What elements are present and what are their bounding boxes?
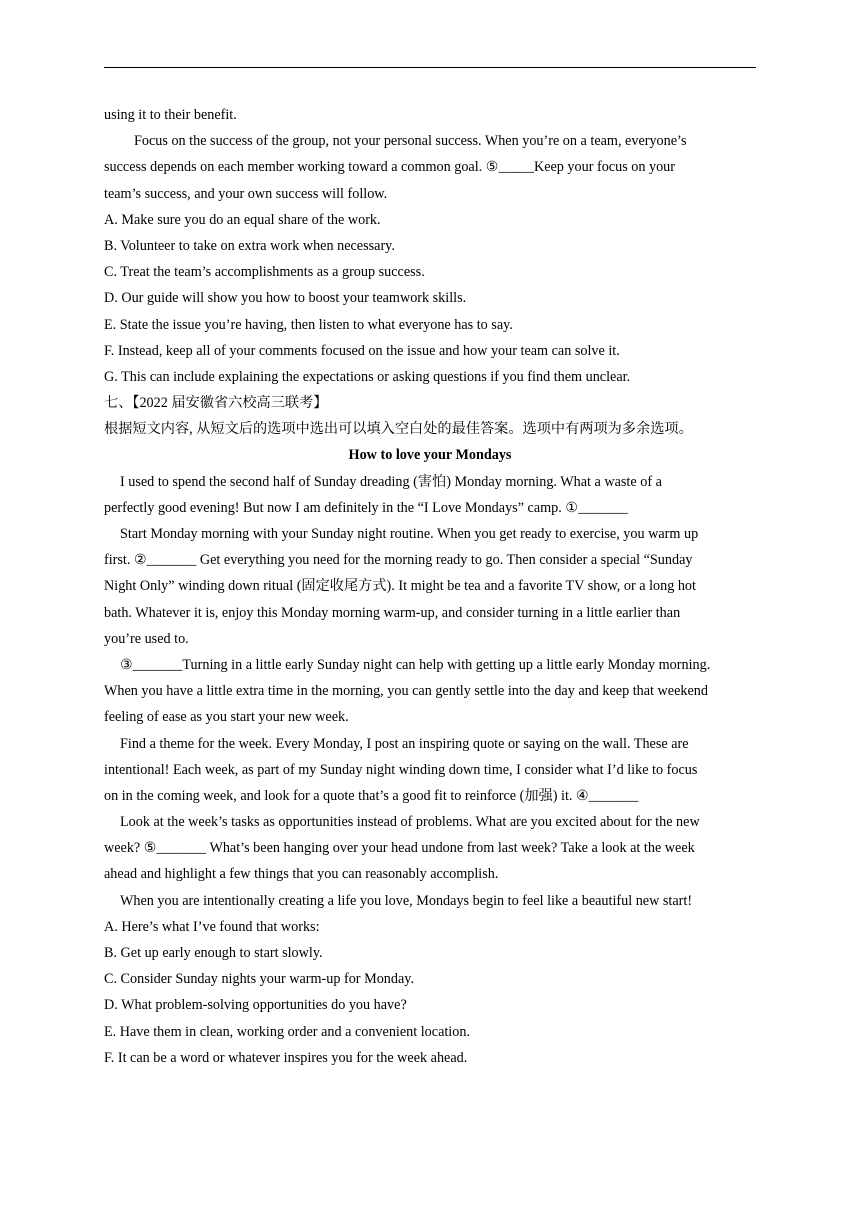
header-rule bbox=[104, 67, 756, 68]
paragraph-line: success depends on each member working toward a common goal. ⑤_____Keep your focus on your bbox=[104, 159, 676, 176]
paragraph-line: perfectly good evening! But now I am definitely in the “I Love Mondays” camp. ①_______ bbox=[104, 499, 628, 516]
option-b: B. Get up early enough to start slowly. bbox=[104, 945, 323, 961]
paragraph-line: bath. Whatever it is, enjoy this Monday morning warm-up, and consider turning in a little earlier than bbox=[104, 604, 681, 621]
option-b: B. Volunteer to take on extra work when necessary. bbox=[104, 237, 395, 254]
option-g: G. This can include explaining the expectations or asking questions if you find them unclear. bbox=[104, 368, 631, 385]
document-page bbox=[104, 102, 756, 1071]
option-e: E. Have them in clean, working order and a convenient location. bbox=[104, 1023, 470, 1040]
paragraph-line: feeling of ease as you start your new week. bbox=[104, 709, 349, 726]
option-a: A. Here’s what I’ve found that works: bbox=[104, 918, 320, 935]
paragraph-line: I used to spend the second half of Sunday dreading (害怕) Monday morning. What a waste of a bbox=[120, 473, 662, 490]
paragraph-line: Start Monday morning with your Sunday night routine. When you get ready to exercise, you warm up bbox=[120, 526, 699, 542]
paragraph-line: Focus on the success of the group, not your personal success. When you’re on a team, everyone’s bbox=[134, 133, 687, 150]
option-f: F. It can be a word or whatever inspires you for the week ahead. bbox=[104, 1049, 468, 1066]
paragraph-line: intentional! Each week, as part of my Sunday night winding down time, I consider what I’d like to focus bbox=[104, 761, 698, 778]
paragraph-line: using it to their benefit. bbox=[104, 107, 237, 123]
instructions: 根据短文内容, 从短文后的选项中选出可以填入空白处的最佳答案。选项中有两项为多余选项。 bbox=[104, 421, 693, 438]
option-d: D. What problem-solving opportunities do you have? bbox=[104, 997, 407, 1014]
paragraph-line: on in the coming week, and look for a quote that’s a good fit to reinforce (加强) it. ④_______ bbox=[104, 787, 639, 804]
paragraph-line: Find a theme for the week. Every Monday, I post an inspiring quote or saying on the wall. These are bbox=[120, 735, 689, 752]
paragraph-line: team’s success, and your own success will follow. bbox=[104, 185, 388, 202]
option-c: C. Treat the team’s accomplishments as a group success. bbox=[104, 264, 425, 281]
paragraph-line: you’re used to. bbox=[104, 630, 189, 647]
option-f: F. Instead, keep all of your comments focused on the issue and how your team can solve it. bbox=[104, 342, 620, 359]
option-c: C. Consider Sunday nights your warm-up for Monday. bbox=[104, 971, 414, 988]
paragraph-line: first. ②_______ Get everything you need for the morning ready to go. Then consider a special “Sunday bbox=[104, 552, 693, 569]
paragraph-line: Night Only” winding down ritual (固定收尾方式). It might be tea and a favorite TV show, or a long hot bbox=[104, 578, 696, 595]
paragraph-line: ahead and highlight a few things that you can reasonably accomplish. bbox=[104, 866, 499, 883]
paragraph-line: Look at the week’s tasks as opportunities instead of problems. What are you excited about for the new bbox=[120, 814, 700, 831]
option-a: A. Make sure you do an equal share of the work. bbox=[104, 211, 381, 228]
paragraph-line: ③_______Turning in a little early Sunday night can help with getting up a little early Monday morning. bbox=[120, 656, 711, 673]
passage-title: How to love your Mondays bbox=[348, 447, 512, 464]
paragraph-line: When you have a little extra time in the morning, you can gently settle into the day and keep that weekend bbox=[104, 683, 708, 700]
option-d: D. Our guide will show you how to boost your teamwork skills. bbox=[104, 290, 467, 307]
paragraph-line: week? ⑤_______ What’s been hanging over your head undone from last week? Take a look at the week bbox=[104, 840, 695, 857]
section-heading: 七、【2022 届安徽省六校高三联考】 bbox=[104, 395, 328, 412]
paragraph-line: When you are intentionally creating a life you love, Mondays begin to feel like a beautiful new start! bbox=[120, 892, 693, 909]
option-e: E. State the issue you’re having, then listen to what everyone has to say. bbox=[104, 316, 513, 333]
